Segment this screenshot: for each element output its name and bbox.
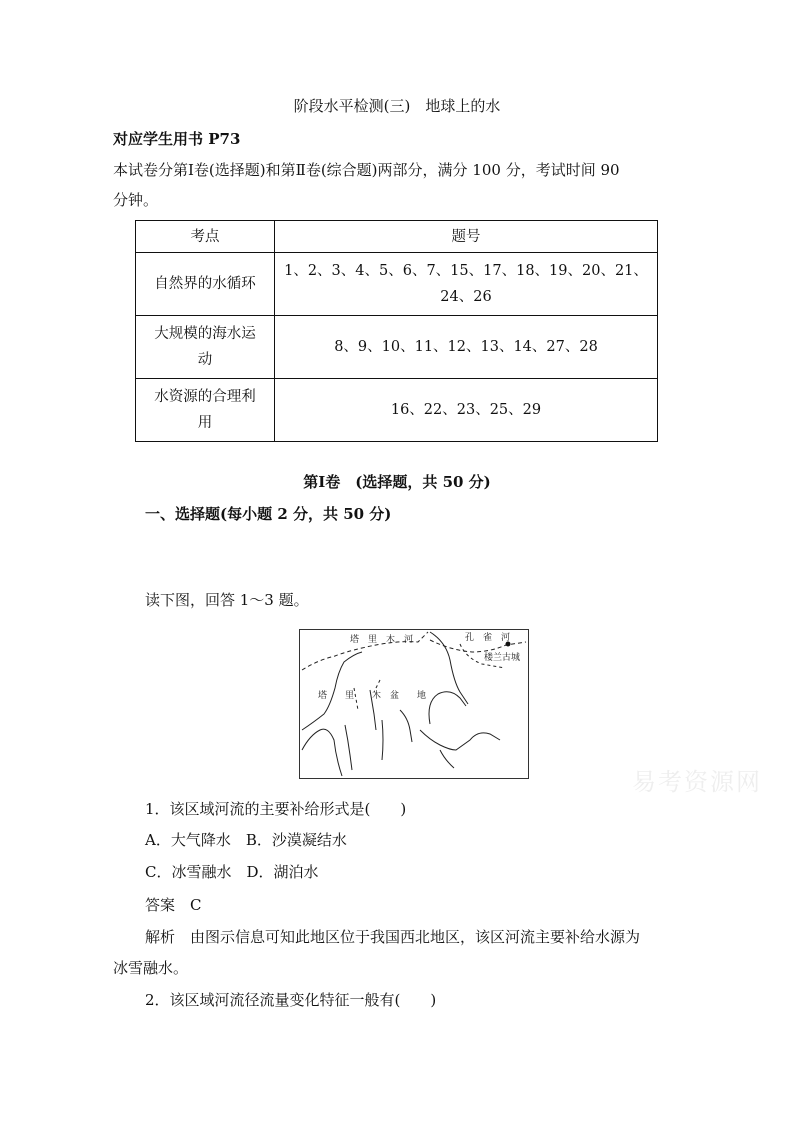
table-cell-topic [136, 379, 275, 442]
river-course [302, 729, 342, 776]
part-title: 一、选择题(每小题 2 分，共 50 分) [145, 505, 392, 523]
q1-options-cd: C．冰雪融水 D．湖泊水 [145, 863, 319, 881]
topic-table [135, 220, 658, 442]
river-course [345, 725, 352, 770]
section-title: 第Ⅰ卷 (选择题，共 50 分) [303, 473, 491, 491]
cell-text: 24、26 [440, 289, 492, 305]
label-loulan: 楼兰古城 [484, 653, 521, 663]
table-cell-numbers: 8、9、10、11、12、13、14、27、28 [275, 316, 658, 379]
river-course [440, 750, 454, 768]
table-row [136, 253, 658, 316]
intro-text-2: 分钟。 [113, 191, 159, 209]
tarim-basin-map [299, 629, 529, 779]
table-cell-topic [136, 253, 275, 316]
q1-analysis-2: 冰雪融水。 [113, 959, 189, 977]
river-course [430, 632, 468, 704]
book-reference: 对应学生用书 P73 [113, 130, 241, 148]
intro-text-1-content: 本试卷分第Ⅰ卷(选择题)和第Ⅱ卷(综合题)两部分，满分 100 分，考试时间 90 [113, 161, 620, 179]
q2-stem: 2．该区域河流径流量变化特征一般有( ) [145, 991, 437, 1009]
map-drawing [300, 630, 528, 778]
cell-text: 用 [197, 415, 213, 431]
q1-stem: 1．该区域河流的主要补给形式是( ) [145, 800, 407, 818]
cell-text: 自然界的水循环 [154, 276, 256, 292]
q1-analysis-1: 解析 由图示信息可知此地区位于我国西北地区，该区河流主要补给水源为 [145, 928, 641, 946]
q1-options-ab: A．大气降水 B．沙漠凝结水 [145, 831, 347, 849]
table-cell-numbers [275, 253, 658, 316]
watermark: 易考资源网 [632, 768, 762, 796]
table-cell-numbers: 16、22、23、25、29 [275, 379, 658, 442]
river-course [400, 710, 412, 742]
table-header-topic: 考点 [136, 221, 275, 253]
river-course [420, 730, 500, 750]
cell-text: 大规模的海水运 [154, 326, 256, 342]
q1-answer: 答案 C [145, 896, 202, 914]
table-row [136, 316, 658, 379]
river-course [382, 720, 383, 760]
intro-text-1 [113, 159, 620, 180]
table-header-row [136, 221, 658, 253]
cell-text: 水资源的合理利 [154, 389, 256, 405]
cell-text: 1、2、3、4、5、6、7、15、17、18、19、20、21、 [284, 263, 648, 279]
table-row [136, 379, 658, 442]
label-tarim-river: 塔 里 木 河 [350, 635, 414, 645]
read-prompt: 读下图，回答 1～3 题。 [145, 591, 309, 609]
river-course [429, 692, 466, 724]
table-header-numbers: 题号 [275, 221, 658, 253]
cell-text: 动 [197, 352, 213, 368]
label-tarim-basin: 塔 里 木 盆 地 [318, 691, 427, 701]
page-title: 阶段水平检测(三) 地球上的水 [293, 97, 501, 115]
table-cell-topic [136, 316, 275, 379]
label-kongque-river: 孔 雀 河 [465, 633, 511, 643]
